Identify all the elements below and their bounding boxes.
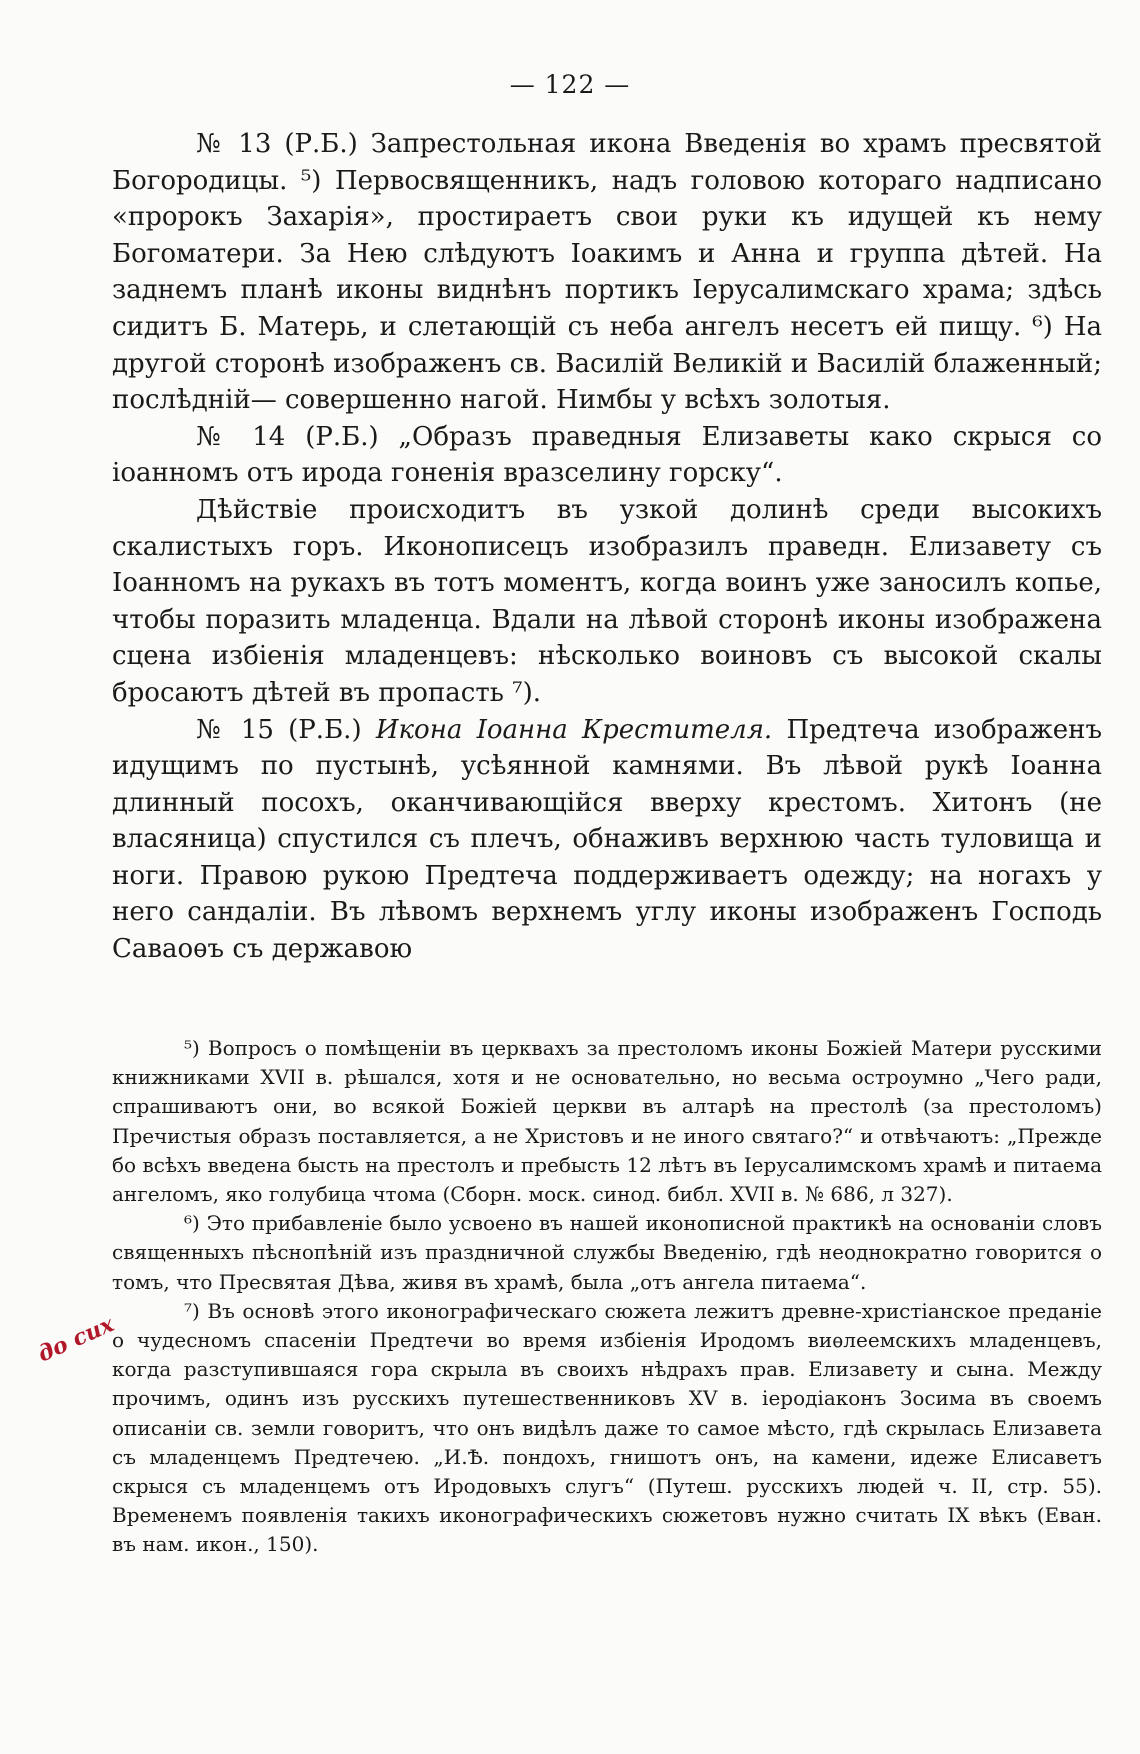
item-15-number: № 15 (Р.Б.)	[196, 714, 362, 745]
item-15-title: Икона Іоанна Крестителя.	[375, 714, 773, 745]
footnotes	[112, 1034, 1102, 1560]
main-text	[112, 126, 1102, 968]
item-15-text: Предтеча изображенъ идущимъ по пустынѣ, усѣянной камнями. Въ лѣвой рукѣ Іоанна длинный посохъ, оканчивающійся вверху крестомъ. Хитонъ (не власяница) спустился съ плечъ, обнаживъ верхнюю часть туловища и ноги. Правою рукою Предтеча поддерживаетъ одежду; на ногахъ у него сандаліи. Въ лѣвомъ верхнемъ углу иконы изображенъ Господь Саваоѳъ съ державою	[112, 714, 1102, 965]
footnote-7: ⁷) Въ основѣ этого иконографическаго сюжета лежитъ древне-христіанское преданіе о чудесномъ спасеніи Предтечи во время избіенія Иродомъ виѳлеемскихъ младенцевъ, когда разступившаяся гора скрыла въ своихъ нѣдрахъ прав. Елизавету и сына. Между прочимъ, одинъ изъ русскихъ путешественниковъ XV в. іеродіаконъ Зосима въ своемъ описаніи св. земли говоритъ, что онъ видѣлъ даже то самое мѣсто, гдѣ скрылась Елизавета съ младенцемъ Предтечею. „И.Ѣ. пондохъ, гнишотъ онъ, на камени, идеже Елисаветъ скрыся съ младенцемъ отъ Иродовыхъ слугъ“ (Путеш. русскихъ людей ч. II, стр. 55). Временемъ появленія такихъ иконографическихъ сюжетовъ нужно считать IX вѣкъ (Еван. въ нам. икон., 150).	[112, 1298, 1102, 1557]
footnote-6: ⁶) Это прибавленіе было усвоено въ нашей иконописной практикѣ на основаніи словъ священныхъ пѣснопѣній изъ праздничной службы Введенію, гдѣ неоднократно говорится о томъ, что Пресвятая Дѣва, живя въ храмѣ, была „отъ ангела питаема“.	[112, 1211, 1102, 1294]
footnote-5: ⁵) Вопросъ о помѣщеніи въ церквахъ за престоломъ иконы Божіей Матери русскими книжниками XVII в. рѣшался, хотя и не основательно, но весьма остроумно „Чего ради, спрашиваютъ они, во всякой Божіей церкви въ алтарѣ на престолѣ (за престоломъ) Пречистыя образъ поставляется, а не Христовъ и не иного святаго?“ и отвѣчаютъ: „Прежде бо всѣхъ введена бысть на престолъ и пребысть 12 лѣтъ въ Іерусалимскомъ храмѣ и питаема ангеломъ, яко голубица чтома (Сборн. моск. синод. библ. XVII в. № 686, л 327).	[112, 1036, 1102, 1207]
paragraph-item-15	[112, 712, 1102, 968]
paragraph-item-13: № 13 (Р.Б.) Запрестольная икона Введенія во храмъ пресвятой Богородицы. ⁵) Первосвященникъ, надъ головою котораго надписано «пророкъ Захарія», простираетъ свои руки къ идущей къ нему Богоматери. За Нею слѣдуютъ Іоакимъ и Анна и группа дѣтей. На заднемъ планѣ иконы виднѣнъ портикъ Іерусалимскаго храма; здѣсь сидитъ Б. Матерь, и слетающій съ неба ангелъ несетъ ей пищу. ⁶) На другой сторонѣ изображенъ св. Василій Великій и Василій блаженный; послѣдній— совершенно нагой. Нимбы у всѣхъ золотыя.	[112, 129, 1102, 416]
handwritten-margin-note: до сих	[33, 1311, 118, 1368]
paragraph-item-14: № 14 (Р.Б.) „Образъ праведныя Елизаветы како скрыся со іоанномъ отъ ирода гоненія вразселину горску“.	[112, 421, 1102, 489]
page-number: — 122 —	[509, 70, 631, 99]
paragraph-item-14-description: Дѣйствіе происходитъ въ узкой долинѣ среди высокихъ скалистыхъ горъ. Иконописецъ изобразилъ праведн. Елизавету съ Іоанномъ на рукахъ въ тотъ моментъ, когда воинъ уже заносилъ копье, чтобы поразить младенца. Вдали на лѣвой сторонѣ иконы изображена сцена избіенія младенцевъ: нѣсколько воиновъ съ высокой скалы бросаютъ дѣтей въ пропасть ⁷).	[112, 494, 1102, 708]
